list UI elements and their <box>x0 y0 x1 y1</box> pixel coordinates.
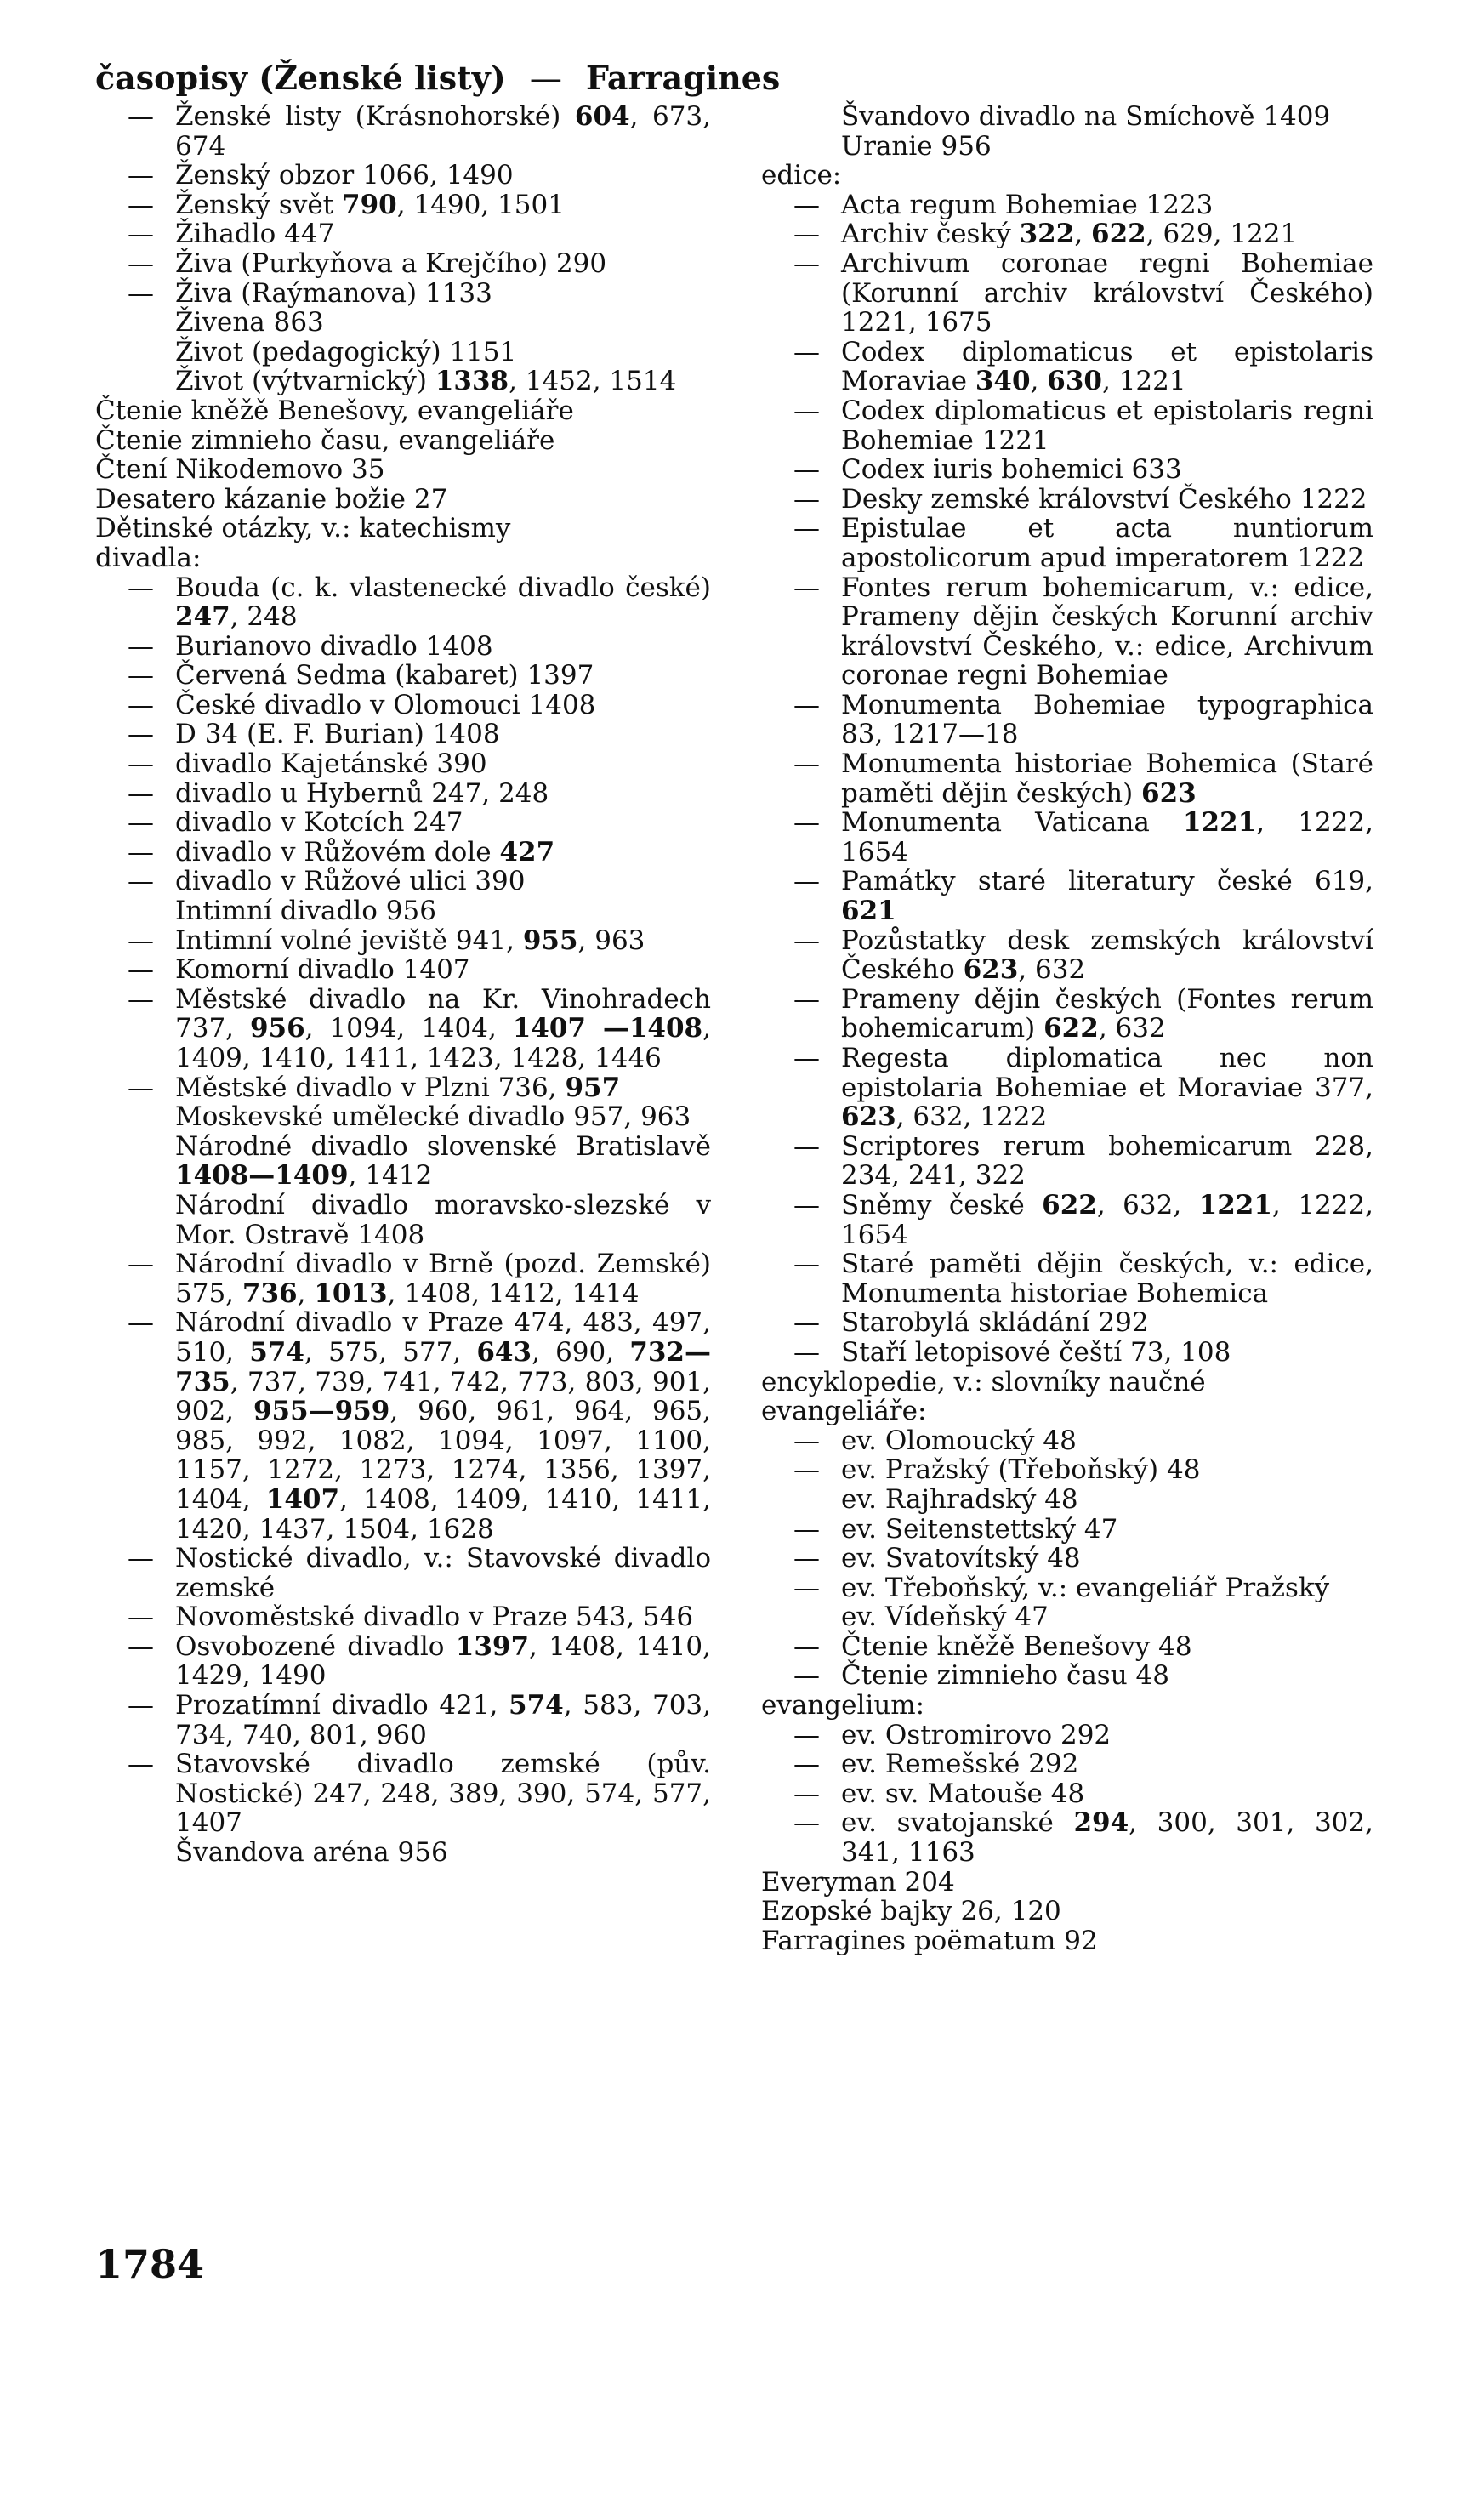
index-entry <box>761 1602 1373 1632</box>
entry-dash: — <box>793 483 820 515</box>
index-entry <box>95 514 711 543</box>
index-entry <box>761 1455 1373 1485</box>
entry-text: ev. Pražský (Třeboňský) 48 <box>841 1454 1201 1486</box>
entry-text: divadlo u Hybernů 247, 248 <box>175 777 549 809</box>
entry-text: Monumenta Bohemiae typographica 83, 1217—18 <box>841 689 1373 750</box>
entry-dash: — <box>793 1719 820 1750</box>
entry-text: Živa (Purkyňova a Krejčího) 290 <box>175 248 607 279</box>
index-entry <box>761 132 1373 162</box>
index-entry <box>761 926 1373 985</box>
entry-text: Epistulae et acta nuntiorum apostolicorum apud imperatorem 1222 <box>841 513 1373 573</box>
entry-text: Moskevské umělecké divadlo 957, 963 <box>175 1101 691 1133</box>
entry-text: Národní divadlo moravsko-slezské v Mor. Ostravě 1408 <box>175 1189 711 1250</box>
index-entry <box>95 191 711 220</box>
entry-text: divadlo Kajetánské 390 <box>175 748 487 780</box>
index-entry <box>761 1661 1373 1691</box>
entry-text: Burianovo divadlo 1408 <box>175 630 493 662</box>
header-right: Farragines <box>585 59 781 97</box>
entry-text: Švandovo divadlo na Smíchově 1409 <box>841 101 1331 132</box>
entry-dash: — <box>128 572 154 603</box>
entry-text: Čtenie zimnieho času, evangeliáře <box>95 424 555 456</box>
entry-dash: — <box>128 1072 154 1103</box>
entry-text: Čtenie kněžě Benešovy, evangeliáře <box>95 395 574 426</box>
index-entry <box>761 102 1373 132</box>
index-entry <box>761 338 1373 396</box>
entry-dash: — <box>128 1630 154 1662</box>
index-entry <box>95 808 711 838</box>
entry-text: Národné divadlo slovenské Bratislavě 1408—1409, 1412 <box>175 1130 711 1192</box>
entry-dash: — <box>793 189 820 220</box>
left-column <box>95 102 711 1868</box>
index-entry <box>761 455 1373 485</box>
entry-text: Čtení Nikodemovo 35 <box>95 454 385 486</box>
index-entry <box>95 219 711 249</box>
index-entry <box>95 1632 711 1691</box>
entry-text: Fontes rerum bohemicarum, v.: edice, Prameny dějin českých Korunní archiv království Českého, v.: edice, Archivum coronae regni Bohemiae <box>841 572 1373 691</box>
entry-text: Archivum coronae regni Bohemiae (Korunní archiv království Českého) 1221, 1675 <box>841 248 1373 339</box>
entry-dash: — <box>793 1307 820 1339</box>
index-entry <box>761 396 1373 455</box>
index-entry <box>761 1044 1373 1132</box>
entry-dash: — <box>128 1543 154 1574</box>
entry-text: divadlo v Růžové ulici 390 <box>175 866 526 897</box>
entry-text: Ezopské bajky 26, 120 <box>761 1896 1061 1927</box>
index-entry <box>95 1750 711 1838</box>
entry-text: ev. svatojanské 294, 300, 301, 302, 341, 1163 <box>841 1807 1373 1869</box>
entry-dash: — <box>128 160 154 191</box>
entry-dash: — <box>793 1630 820 1662</box>
entry-dash: — <box>128 807 154 839</box>
entry-dash: — <box>793 454 820 486</box>
entry-text: Živa (Raýmanova) 1133 <box>175 277 492 309</box>
entry-dash: — <box>793 1572 820 1603</box>
entry-text: evangelium: <box>761 1690 925 1721</box>
index-entry <box>95 661 711 691</box>
entry-dash: — <box>793 336 820 367</box>
index-entry <box>95 249 711 279</box>
entry-text: Život (pedagogický) 1151 <box>175 336 517 367</box>
entry-text: Prozatímní divadlo 421, 574, 583, 703, 734, 740, 801, 960 <box>175 1690 711 1750</box>
entry-text: Regesta diplomatica nec non epistolaria Bohemiae et Moraviae 377, 623, 632, 1222 <box>841 1043 1373 1133</box>
entry-text: divadla: <box>95 542 202 573</box>
index-entry <box>761 191 1373 220</box>
entry-dash: — <box>128 866 154 897</box>
index-entry <box>95 396 711 426</box>
entry-dash: — <box>128 836 154 868</box>
index-entry <box>761 1249 1373 1308</box>
index-entry <box>95 1191 711 1249</box>
entry-dash: — <box>793 689 820 720</box>
entry-text: Monumenta Vaticana 1221, 1222, 1654 <box>841 807 1373 868</box>
entry-dash: — <box>793 1336 820 1368</box>
index-entry <box>95 896 711 926</box>
index-entry <box>761 1632 1373 1662</box>
index-entry <box>761 1750 1373 1779</box>
entry-text: Codex diplomaticus et epistolaris Moraviae 340, 630, 1221 <box>841 336 1373 397</box>
entry-text: Život (výtvarnický) 1338, 1452, 1514 <box>175 366 677 397</box>
entry-text: ev. Rajhradský 48 <box>841 1483 1078 1515</box>
index-entry <box>95 455 711 485</box>
entry-text: Sněmy české 622, 632, 1221, 1222, 1654 <box>841 1189 1373 1250</box>
entry-text: Městské divadlo v Plzni 736, 957 <box>175 1072 621 1103</box>
index-entry <box>761 1485 1373 1515</box>
entry-dash: — <box>128 660 154 691</box>
entry-text: Pozůstatky desk zemských království Českého 623, 632 <box>841 925 1373 986</box>
index-entry <box>95 426 711 456</box>
index-entry <box>761 1368 1373 1397</box>
entry-text: Městské divadlo na Kr. Vinohradech 737, 956, 1094, 1404, 1407 —1408, 1409, 1410, 1411, 1423, 1428, 1446 <box>175 983 711 1073</box>
entry-dash: — <box>793 1454 820 1486</box>
entry-text: Intimní volné jeviště 941, 955, 963 <box>175 925 645 956</box>
index-entry <box>761 1308 1373 1338</box>
entry-dash: — <box>793 1513 820 1545</box>
entry-text: Dětinské otázky, v.: katechismy <box>95 513 511 544</box>
index-entry <box>95 1838 711 1868</box>
index-entry <box>761 1573 1373 1603</box>
entry-text: Monumenta historiae Bohemica (Staré paměti dějin českých) 623 <box>841 748 1373 809</box>
header-left: časopisy (Ženské listy) <box>95 59 506 97</box>
running-header <box>95 53 1473 104</box>
entry-dash: — <box>128 630 154 662</box>
index-entry <box>95 955 711 985</box>
entry-dash: — <box>793 1543 820 1574</box>
index-entry <box>95 838 711 868</box>
entry-text: Komorní divadlo 1407 <box>175 954 470 986</box>
index-entry <box>761 749 1373 808</box>
entry-text: Acta regum Bohemiae 1223 <box>841 189 1214 220</box>
index-entry <box>95 867 711 896</box>
index-entry <box>761 573 1373 691</box>
entry-text: ev. sv. Matouše 48 <box>841 1778 1085 1809</box>
entry-text: D 34 (E. F. Burian) 1408 <box>175 719 500 750</box>
entry-text: Archiv český 322, 622, 629, 1221 <box>841 219 1298 250</box>
index-entry <box>761 1779 1373 1809</box>
index-entry <box>95 573 711 632</box>
entry-text: Čtenie zimnieho času 48 <box>841 1660 1169 1692</box>
entry-text: Everyman 204 <box>761 1866 955 1898</box>
index-entry <box>95 308 711 338</box>
index-entry <box>95 1308 711 1544</box>
entry-dash: — <box>128 983 154 1015</box>
entry-text: Památky staré literatury české 619, 621 <box>841 866 1373 927</box>
index-entry <box>761 1897 1373 1926</box>
index-entry <box>95 102 711 161</box>
entry-text: Starobylá skládání 292 <box>841 1307 1149 1339</box>
entry-dash: — <box>128 189 154 220</box>
index-entry <box>95 720 711 749</box>
entry-dash: — <box>128 277 154 309</box>
entry-dash: — <box>793 748 820 780</box>
entry-dash: — <box>793 983 820 1015</box>
entry-dash: — <box>128 748 154 780</box>
entry-text: Ženský svět 790, 1490, 1501 <box>175 189 565 220</box>
entry-dash: — <box>793 248 820 279</box>
index-entry <box>95 543 711 573</box>
entry-dash: — <box>128 925 154 956</box>
entry-dash: — <box>793 925 820 956</box>
entry-dash: — <box>793 1660 820 1692</box>
entry-dash: — <box>128 1602 154 1633</box>
index-entry <box>95 338 711 367</box>
entry-text: Ženský obzor 1066, 1490 <box>175 160 514 191</box>
entry-dash: — <box>793 807 820 839</box>
index-entry <box>761 1868 1373 1898</box>
entry-text: Desatero kázanie božie 27 <box>95 483 448 515</box>
index-entry <box>761 1691 1373 1721</box>
entry-dash: — <box>128 1307 154 1339</box>
entry-dash: — <box>793 395 820 426</box>
index-entry <box>761 219 1373 249</box>
entry-text: ev. Remešské 292 <box>841 1749 1079 1780</box>
entry-text: ev. Vídeňský 47 <box>841 1602 1049 1633</box>
entry-dash: — <box>793 866 820 897</box>
index-entry <box>95 749 711 779</box>
entry-text: ev. Svatovítský 48 <box>841 1543 1081 1574</box>
entry-dash: — <box>128 101 154 132</box>
index-entry <box>95 691 711 720</box>
entry-dash: — <box>793 1425 820 1456</box>
entry-text: Uranie 956 <box>841 130 992 162</box>
entry-dash: — <box>128 1749 154 1780</box>
entry-text: Prameny dějin českých (Fontes rerum bohemicarum) 622, 632 <box>841 983 1373 1044</box>
entry-text: Intimní divadlo 956 <box>175 896 436 927</box>
entry-text: edice: <box>761 160 842 191</box>
entry-text: ev. Olomoucký 48 <box>841 1425 1077 1456</box>
index-entry <box>761 808 1373 867</box>
index-entry <box>95 1249 711 1308</box>
entry-text: evangeliáře: <box>761 1396 927 1427</box>
entry-text: Ženské listy (Krásnohorské) 604, 673, 674 <box>175 101 712 162</box>
entry-text: Desky zemské království Českého 1222 <box>841 483 1367 515</box>
entry-dash: — <box>793 1189 820 1221</box>
entry-dash: — <box>128 689 154 720</box>
index-entry <box>761 985 1373 1044</box>
entry-text: Staří letopisové čeští 73, 108 <box>841 1336 1231 1368</box>
index-entry <box>95 367 711 396</box>
index-entry <box>95 485 711 515</box>
entry-text: Osvobozené divadlo 1397, 1408, 1410, 1429, 1490 <box>175 1630 711 1692</box>
entry-dash: — <box>128 1690 154 1721</box>
entry-dash: — <box>128 719 154 750</box>
entry-dash: — <box>128 777 154 809</box>
index-entry <box>95 161 711 191</box>
index-entry <box>95 1102 711 1132</box>
entry-text: Národní divadlo v Brně (pozd. Zemské) 575, 736, 1013, 1408, 1412, 1414 <box>175 1249 711 1309</box>
entry-text: Bouda (c. k. vlastenecké divadlo české) 247, 248 <box>175 572 711 633</box>
index-entry <box>761 1808 1373 1867</box>
entry-text: České divadlo v Olomouci 1408 <box>175 689 596 720</box>
entry-text: Codex iuris bohemici 633 <box>841 454 1182 486</box>
right-column <box>761 102 1373 1955</box>
entry-dash: — <box>793 1807 820 1839</box>
index-entry <box>761 1338 1373 1368</box>
entry-text: Žihadlo 447 <box>175 219 335 250</box>
entry-dash: — <box>793 1130 820 1162</box>
entry-text: Čtenie kněžě Benešovy 48 <box>841 1630 1192 1662</box>
entry-dash: — <box>793 1043 820 1073</box>
entry-text: Staré paměti dějin českých, v.: edice, Monumenta historiae Bohemica <box>841 1249 1373 1309</box>
index-entry <box>95 1132 711 1191</box>
header-separator: — <box>529 60 562 97</box>
index-entry <box>95 926 711 956</box>
index-entry <box>761 1397 1373 1426</box>
index-entry <box>761 1191 1373 1249</box>
index-entry <box>761 1426 1373 1456</box>
index-entry <box>761 867 1373 925</box>
entry-text: Nostické divadlo, v.: Stavovské divadlo zemské <box>175 1543 711 1603</box>
entry-text: Scriptores rerum bohemicarum 228, 234, 241, 322 <box>841 1130 1373 1192</box>
page-number: 1784 <box>95 2241 205 2287</box>
index-entry <box>761 249 1373 338</box>
entry-text: ev. Třeboňský, v.: evangeliář Pražský <box>841 1572 1330 1603</box>
entry-text: Stavovské divadlo zemské (pův. Nostické) 247, 248, 389, 390, 574, 577, 1407 <box>175 1749 711 1839</box>
entry-text: Červená Sedma (kabaret) 1397 <box>175 660 594 691</box>
index-entry <box>761 1926 1373 1956</box>
index-entry <box>95 1073 711 1103</box>
index-entry <box>95 1544 711 1602</box>
entry-text: Švandova aréna 956 <box>175 1837 448 1869</box>
index-entry <box>95 1691 711 1750</box>
index-entry <box>95 632 711 662</box>
entry-dash: — <box>128 219 154 250</box>
index-entry <box>761 1515 1373 1545</box>
index-entry <box>95 985 711 1073</box>
entry-dash: — <box>793 1249 820 1280</box>
entry-text: divadlo v Růžovém dole 427 <box>175 836 555 868</box>
entry-text: Farragines poëmatum 92 <box>761 1925 1098 1956</box>
index-entry <box>761 161 1373 191</box>
index-entry <box>761 1721 1373 1750</box>
entry-dash: — <box>793 1778 820 1809</box>
entry-dash: — <box>128 1249 154 1280</box>
entry-text: Živena 863 <box>175 307 324 339</box>
entry-text: ev. Seitenstettský 47 <box>841 1513 1118 1545</box>
entry-dash: — <box>793 572 820 603</box>
index-entry <box>761 514 1373 572</box>
index-entry <box>761 485 1373 515</box>
index-entry <box>761 1132 1373 1191</box>
entry-text: divadlo v Kotcích 247 <box>175 807 463 839</box>
index-entry <box>761 691 1373 749</box>
entry-dash: — <box>793 513 820 544</box>
index-entry <box>95 1602 711 1632</box>
index-entry <box>95 779 711 809</box>
entry-text: Novoměstské divadlo v Praze 543, 546 <box>175 1602 694 1633</box>
entry-dash: — <box>128 954 154 986</box>
entry-dash: — <box>128 248 154 279</box>
entry-dash: — <box>793 219 820 250</box>
index-entry <box>761 1544 1373 1573</box>
entry-text: encyklopedie, v.: slovníky naučné <box>761 1366 1206 1397</box>
entry-text: Národní divadlo v Praze 474, 483, 497, 510, 574, 575, 577, 643, 690, 732—735, 737, 739, 741, 742, 773, 803, 901, 902, 955—959, 960, 961, 964, 965, 985, 992, 1082, 1094, 1097, 1100, 1157, 1272, 1273, 1274, 1356, 1397, 1404, 1407, 1408, 1409, 1410, 1411, 1420, 1437, 1504, 1628 <box>175 1307 711 1545</box>
entry-text: ev. Ostromirovo 292 <box>841 1719 1112 1750</box>
entry-text: Codex diplomaticus et epistolaris regni Bohemiae 1221 <box>841 395 1373 456</box>
entry-dash: — <box>793 1749 820 1780</box>
index-entry <box>95 279 711 309</box>
